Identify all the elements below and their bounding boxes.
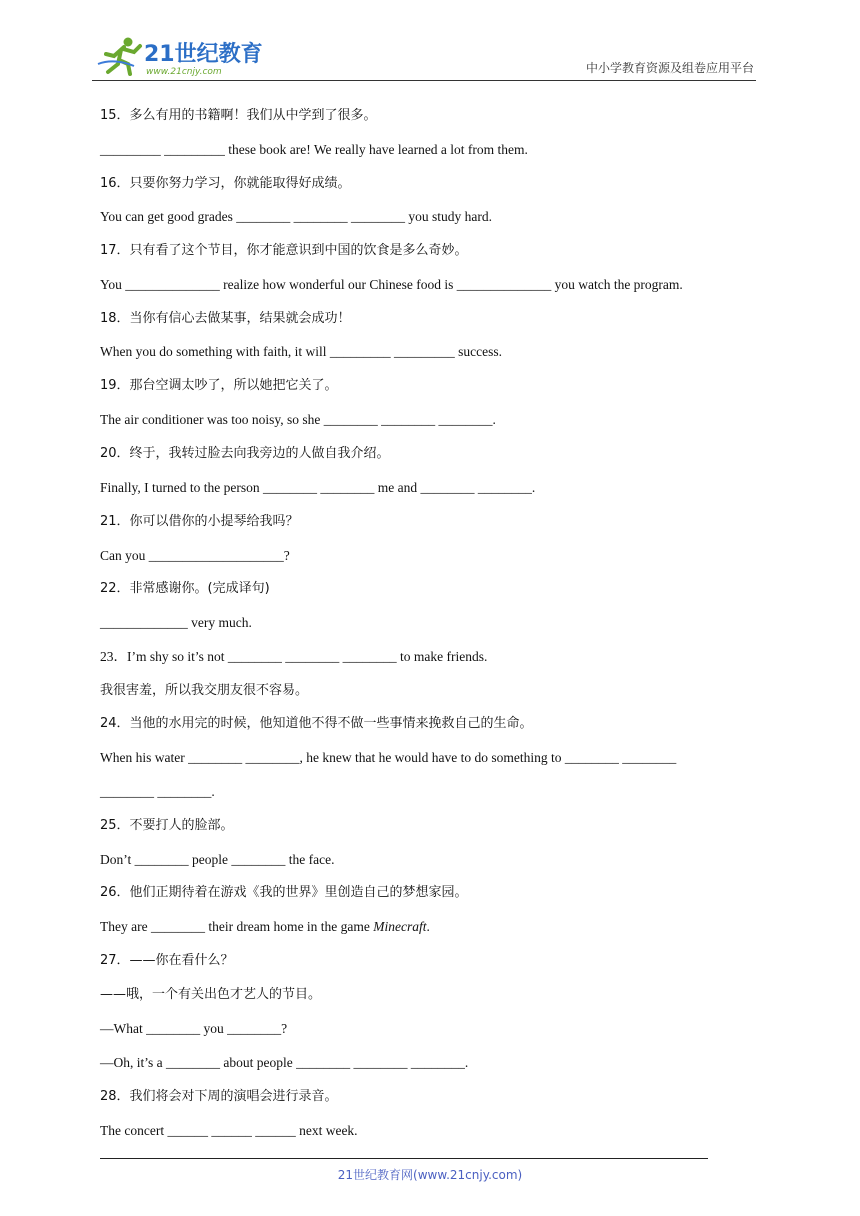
runner-icon: [98, 38, 140, 75]
svg-text:www.21cnjy.com: www.21cnjy.com: [146, 67, 222, 76]
answer-line: [100, 648, 487, 665]
question-prompt: [100, 445, 390, 462]
line-text: They are ________ their dream home in the game: [100, 919, 374, 934]
line-text: —Oh, it’s a ________ about people ________ ________ ________.: [100, 1055, 469, 1070]
line-text: _____________ very much.: [100, 615, 252, 630]
line-text: You can get good grades ________ ________ ________ you study hard.: [100, 209, 492, 224]
line-text: 16．只要你努力学习，你就能取得好成绩。: [100, 176, 351, 191]
line-text: The air conditioner was too noisy, so she ________ ________ ________.: [100, 412, 496, 427]
line-text: The concert ______ ______ ______ next week.: [100, 1123, 358, 1138]
answer-line: [100, 614, 252, 631]
answer-line: [100, 1020, 287, 1037]
question-prompt: [100, 310, 351, 327]
answer-line: [100, 851, 334, 868]
line-text: Can you ____________________?: [100, 548, 290, 563]
line-text: Finally, I turned to the person ________ ________ me and ________ ________.: [100, 480, 536, 495]
line-text: 23．I’m shy so it’s not ________ ________ ________ to make friends.: [100, 649, 488, 664]
line-text: When you do something with faith, it will _________ _________ success.: [100, 344, 502, 359]
question-prompt: [100, 884, 468, 901]
question-prompt: [100, 513, 299, 530]
line-text: 19．那台空调太吵了，所以她把它关了。: [100, 378, 338, 393]
site-logo: [94, 34, 264, 76]
answer-line: [100, 343, 502, 360]
answer-line: [100, 1122, 358, 1139]
line-text: 28．我们将会对下周的演唱会进行录音。: [100, 1089, 338, 1104]
question-prompt: [100, 986, 321, 1003]
line-text: 24．当他的水用完的时候，他知道他不得不做一些事情来挽救自己的生命。: [100, 716, 533, 731]
question-prompt: [100, 715, 533, 732]
line-text: You ______________ realize how wonderful our Chinese food is ______________ you watch the program.: [100, 277, 683, 292]
answer-line: [100, 1054, 468, 1071]
answer-line: [100, 141, 528, 158]
line-text: ——哦，一个有关出色才艺人的节目。: [100, 987, 322, 1002]
line-tail: .: [426, 919, 430, 934]
line-text: ________ ________.: [100, 784, 215, 799]
line-text: 20．终于，我转过脸去向我旁边的人做自我介绍。: [100, 446, 390, 461]
header-platform-text: 中小学教育资源及组卷应用平台: [585, 61, 754, 75]
question-prompt: [100, 817, 234, 834]
line-text: 我很害羞，所以我交朋友很不容易。: [100, 683, 309, 698]
footer-text: 21世纪教育网(www.21cnjy.com): [337, 1168, 523, 1182]
answer-line: [100, 749, 676, 766]
svg-text:21世纪教育: 21世纪教育: [144, 42, 263, 67]
answer-line: [100, 208, 492, 225]
question-prompt: [100, 242, 468, 259]
answer-line: [100, 479, 535, 496]
question-prompt: [100, 107, 377, 124]
question-prompt: [100, 952, 234, 969]
question-prompt: [100, 175, 351, 192]
line-text: When his water ________ ________, he knew that he would have to do something to ________ ________: [100, 750, 677, 765]
line-text: _________ _________ these book are! We really have learned a lot from them.: [100, 142, 528, 157]
line-text: 27．——你在看什么？: [100, 953, 234, 968]
answer-line: [100, 547, 290, 564]
line-text: 26．他们正期待着在游戏《我的世界》里创造自己的梦想家园。: [100, 885, 468, 900]
game-title: Minecraft: [373, 919, 427, 934]
line-text: 21．你可以借你的小提琴给我吗？: [100, 514, 299, 529]
answer-line: [100, 783, 215, 800]
question-prompt: [100, 1088, 338, 1105]
page-header: [92, 30, 756, 81]
footer-rule: [100, 1158, 708, 1159]
question-prompt: [100, 682, 308, 699]
answer-line: [100, 411, 496, 428]
line-text: 25．不要打人的脸部。: [100, 818, 234, 833]
question-prompt: [100, 377, 338, 394]
line-text: 22．非常感谢你。(完成译句): [100, 581, 270, 596]
line-text: Don’t ________ people ________ the face.: [100, 852, 335, 867]
line-text: 18．当你有信心去做某事，结果就会成功！: [100, 311, 351, 326]
answer-line: [100, 276, 683, 293]
question-prompt: [100, 580, 270, 597]
line-text: —What ________ you ________?: [100, 1021, 288, 1036]
line-text: 15．多么有用的书籍啊！我们从中学到了很多。: [100, 108, 377, 123]
answer-line: [100, 918, 430, 935]
line-text: 17．只有看了这个节目，你才能意识到中国的饮食是多么奇妙。: [100, 243, 468, 258]
